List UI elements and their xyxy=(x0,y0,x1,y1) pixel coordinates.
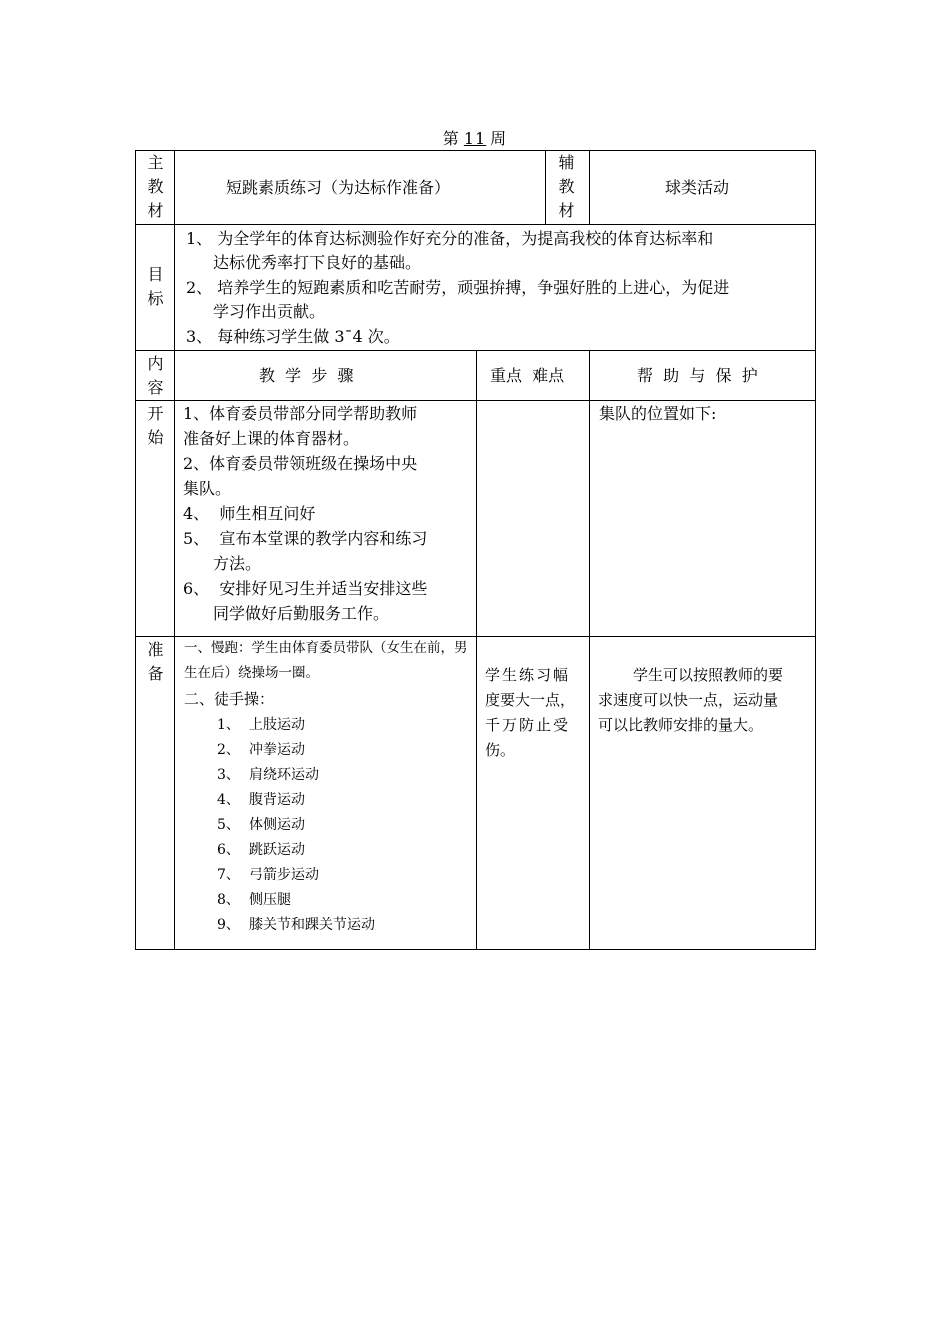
table-line xyxy=(589,350,590,950)
item-text: 腹背运动 xyxy=(249,792,305,808)
label-char: 材 xyxy=(147,201,164,220)
label-char: 教 xyxy=(147,177,164,196)
label-char: 辅 xyxy=(558,153,575,172)
label-char: 材 xyxy=(558,201,575,220)
goal-line: 3、 每种练习学生做 3¯4 次。 xyxy=(186,327,400,346)
list-item xyxy=(217,839,305,859)
label-char: 标 xyxy=(147,289,164,308)
list-item xyxy=(217,764,319,784)
help-line: 学生可以按照教师的要 xyxy=(633,666,784,684)
table-line xyxy=(135,224,816,225)
start-label xyxy=(136,402,175,450)
key-points-header: 重点 难点 xyxy=(490,366,565,385)
main-material-content: 短跳素质练习（为达标作准备） xyxy=(226,178,451,197)
content-header-label xyxy=(136,352,175,400)
key-line: 度要大一点， xyxy=(485,691,576,709)
aux-material-label xyxy=(547,151,586,223)
step-line: 6、 安排好见习生并适当安排这些 xyxy=(183,579,428,598)
label-char: 容 xyxy=(147,378,164,397)
goal-line: 学习作出贡献。 xyxy=(213,302,326,321)
step-line: 2、体育委员带领班级在操场中央 xyxy=(183,454,418,473)
list-item xyxy=(217,864,319,884)
goal-label xyxy=(136,263,175,311)
steps-header: 教 学 步 骤 xyxy=(259,366,354,385)
list-item xyxy=(217,914,375,934)
step-line: 准备好上课的体育器材。 xyxy=(183,429,360,448)
item-text: 肩绕环运动 xyxy=(249,767,319,783)
goal-line: 达标优秀率打下良好的基础。 xyxy=(213,253,422,272)
item-text: 体侧运动 xyxy=(249,817,305,833)
table-line xyxy=(815,150,816,950)
goal-line: 1、 为全学年的体育达标测验作好充分的准备，为提高我校的体育达标率和 xyxy=(186,229,714,248)
step-line: 方法。 xyxy=(213,554,262,573)
label-char: 教 xyxy=(558,177,575,196)
help-header: 帮 助 与 保 护 xyxy=(637,366,758,385)
main-material-label xyxy=(136,151,175,223)
prep-label xyxy=(136,638,175,686)
step-line: 生在后）绕操场一圈。 xyxy=(184,665,319,681)
label-char: 备 xyxy=(147,664,164,683)
item-number: 3、 xyxy=(217,767,240,783)
title-prefix: 第 xyxy=(442,129,460,148)
table-line xyxy=(476,350,477,950)
key-line: 伤。 xyxy=(485,741,516,759)
item-text: 冲拳运动 xyxy=(249,742,305,758)
item-text: 跳跃运动 xyxy=(249,842,305,858)
label-char: 准 xyxy=(147,640,164,659)
page-title xyxy=(0,126,950,149)
step-line: 一、慢跑：学生由体育委员带队（女生在前，男 xyxy=(184,640,468,656)
list-item xyxy=(217,739,305,759)
step-line: 同学做好后勤服务工作。 xyxy=(213,604,390,623)
label-char: 内 xyxy=(147,354,164,373)
item-number: 1、 xyxy=(217,717,240,733)
table-line xyxy=(589,150,590,224)
aux-material-content: 球类活动 xyxy=(665,178,730,197)
item-number: 4、 xyxy=(217,792,240,808)
item-text: 上肢运动 xyxy=(249,717,305,733)
item-number: 8、 xyxy=(217,892,240,908)
list-item xyxy=(217,714,305,734)
list-item xyxy=(217,889,291,909)
step-line: 集队。 xyxy=(183,479,232,498)
item-text: 弓箭步运动 xyxy=(249,867,319,883)
item-number: 2、 xyxy=(217,742,240,758)
help-line: 求速度可以快一点，运动量 xyxy=(598,691,779,709)
label-char: 始 xyxy=(147,428,164,447)
item-number: 9、 xyxy=(217,917,240,933)
item-number: 6、 xyxy=(217,842,240,858)
key-line: 千万防止受 xyxy=(485,716,571,734)
step-line: 1、体育委员带部分同学帮助教师 xyxy=(183,404,418,423)
table-line xyxy=(545,150,546,224)
label-char: 开 xyxy=(147,404,164,423)
item-text: 膝关节和踝关节运动 xyxy=(249,917,375,933)
table-line xyxy=(135,150,816,151)
start-help: 集队的位置如下: xyxy=(599,404,717,423)
key-line: 学生练习幅 xyxy=(485,666,571,684)
item-text: 侧压腿 xyxy=(249,892,291,908)
step-line: 5、 宣布本堂课的教学内容和练习 xyxy=(183,529,428,548)
step-line: 二、徒手操： xyxy=(184,690,275,708)
title-suffix: 周 xyxy=(490,129,508,148)
list-item xyxy=(217,814,305,834)
week-number: 11 xyxy=(463,129,487,148)
item-number: 5、 xyxy=(217,817,240,833)
label-char: 目 xyxy=(147,265,164,284)
goal-line: 2、 培养学生的短跑素质和吃苦耐劳，顽强拚搏，争强好胜的上进心，为促进 xyxy=(186,278,730,297)
step-line: 4、 师生相互问好 xyxy=(183,504,316,523)
help-line: 可以比教师安排的量大。 xyxy=(598,716,764,734)
item-number: 7、 xyxy=(217,867,240,883)
list-item xyxy=(217,789,305,809)
label-char: 主 xyxy=(147,153,164,172)
